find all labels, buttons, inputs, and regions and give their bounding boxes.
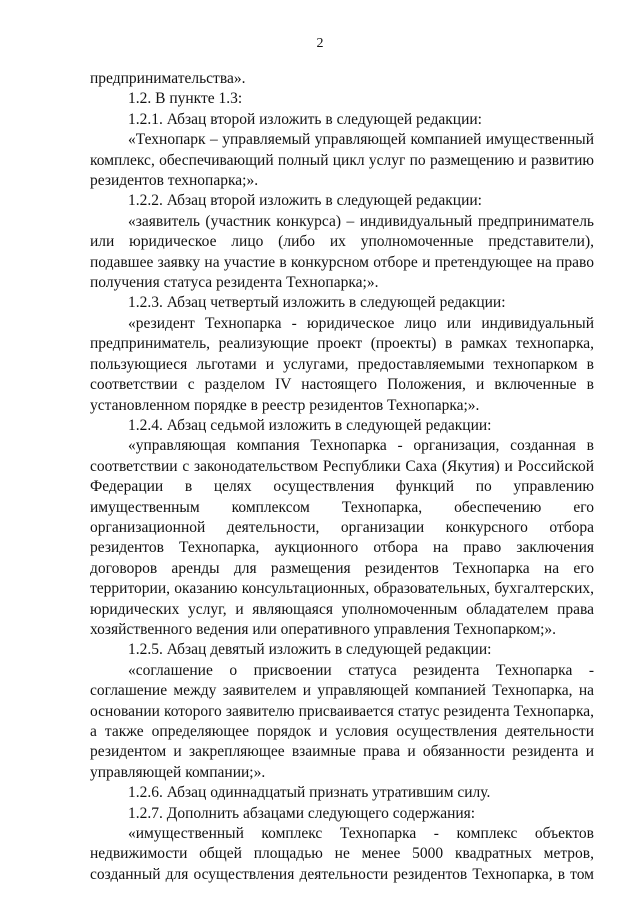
clause-1-2-6: 1.2.6. Абзац одиннадцатый признать утратившим силу. [128, 784, 491, 802]
page-number: 2 [316, 36, 324, 51]
quote-resident-definition: «резидент Технопарка - юридическое лицо или индивидуальный предприниматель, реализующие проект (проекты) в рамках технопарка, пользующиеся льготами и услугами, предоставляемыми технопарком в соответствии с разделом IV настоящего Положения, и включенные в установленном порядке в реестр резидентов Технопарка;». [90, 314, 594, 414]
paragraph-continuation: предпринимательства». [90, 70, 246, 87]
quote-applicant-definition: «заявитель (участник конкурса) – индивидуальный предприниматель или юридическое лицо (либо их уполномоченные представители), подавшее заявку на участие в конкурсном отборе и претендующее на право получения статуса резидента Технопарка;». [90, 212, 594, 292]
clause-1-2-4: 1.2.4. Абзац седьмой изложить в следующей редакции: [128, 416, 492, 434]
clause-1-2-3: 1.2.3. Абзац четвертый изложить в следующей редакции: [128, 294, 506, 312]
quote-agreement-definition: «соглашение о присвоении статуса резидента Технопарка - соглашение между заявителем и управляющей компанией Технопарка, на основании которого заявителю присваивается статус резидента Технопарка, а также определяющее порядок и условия осуществления деятельности резидентом и закрепляющее взаимные права и обязанности резидента и управляющей компании;». [90, 661, 594, 781]
quote-property-complex-definition: «имущественный комплекс Технопарка - комплекс объектов недвижимости общей площадью не менее 5000 квадратных метров, созданный для осуществления деятельности резидентов Технопарка, в том [90, 825, 594, 883]
clause-1-2-1: 1.2.1. Абзац второй изложить в следующей редакции: [128, 110, 482, 128]
clause-1-2-2: 1.2.2. Абзац второй изложить в следующей редакции: [128, 192, 482, 210]
clause-1-2-5: 1.2.5. Абзац девятый изложить в следующей редакции: [128, 641, 492, 659]
clause-1-2-7: 1.2.7. Дополнить абзацами следующего содержания: [128, 804, 476, 822]
document-body [90, 69, 594, 885]
clause-1-2: 1.2. В пункте 1.3: [128, 90, 243, 108]
quote-technopark-definition: «Технопарк – управляемый управляющей компанией имущественный комплекс, обеспечивающий полный цикл услуг по размещению и развитию резидентов технопарка;». [90, 131, 594, 190]
quote-management-company-definition: «управляющая компания Технопарка - организация, созданная в соответствии с законодательством Республики Саха (Якутия) и Российской Федерации в целях осуществления функций по управлению имущественным комплексом Технопарка, обеспечению его организационной деятельности, организации конкурсного отбора резидентов Технопарка, аукционного отбора на право заключения договоров аренды для размещения резидентов Технопарка на его территории, оказанию консультационных, образовательных, бухгалтерских, юридических услуг, и являющаяся уполномоченным обладателем права хозяйственного ведения или оперативного управления Технопарком;». [90, 437, 594, 638]
